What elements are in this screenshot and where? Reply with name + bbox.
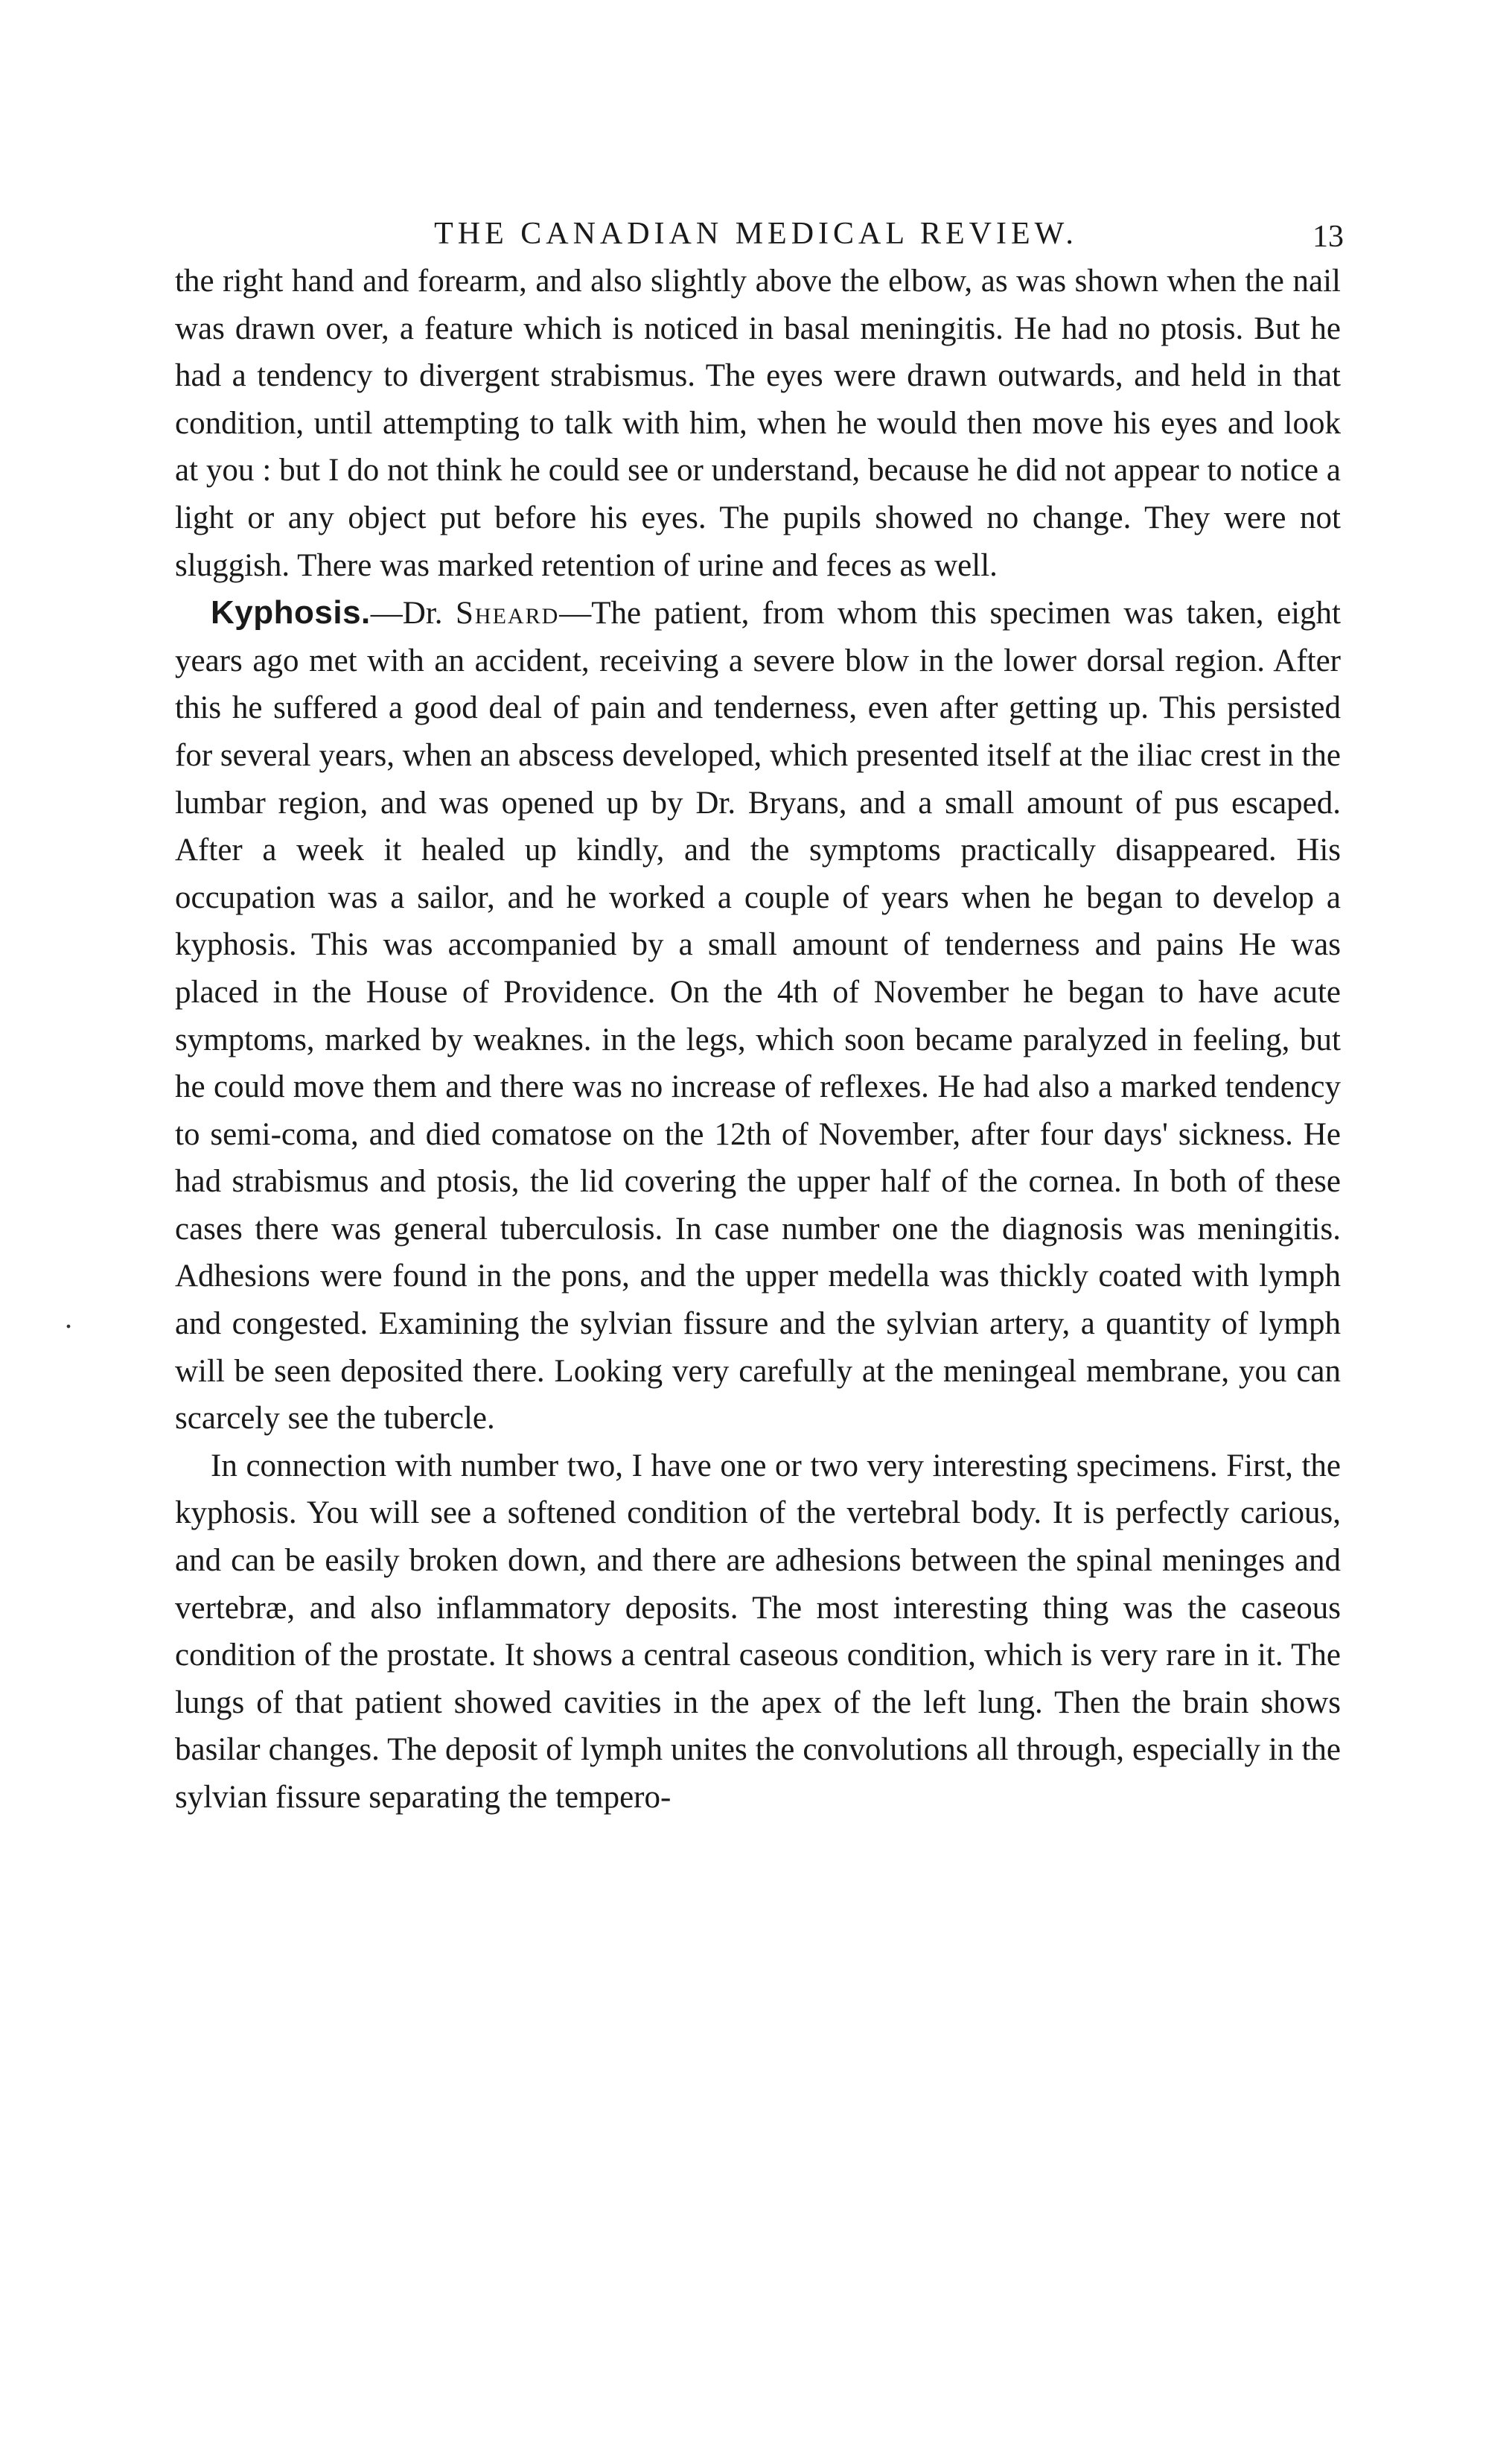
- page-number: 13: [1312, 220, 1344, 254]
- section-heading-kyphosis: Kyphosis.: [211, 594, 371, 631]
- running-title: THE CANADIAN MEDICAL REVIEW.: [434, 217, 1078, 251]
- author-name: Sheard: [456, 596, 560, 631]
- paragraph-kyphosis-text: —The patient, from whom this specimen was taken, eight years ago met with an accident, receiving a severe blow in the lower dorsal region. After this he suffered a good deal of pain and tenderness, even after getting up. This persisted for several years, when an abscess developed, which presented itself at the iliac crest in the lumbar region, and was opened up by Dr. Bryans, and a small amount of pus escaped. After a week it healed up kindly, and the symptoms practically disappeared. His occupation was a sailor, and he worked a couple of years when he began to develop a kyphosis. This was accompanied by a small amount of tenderness and pains He was placed in the House of Providence. On the 4th of November he began to have acute symptoms, marked by weaknes. in the legs, which soon became paralyzed in feeling, but he could move them and there was no increase of reflexes. He had also a marked tendency to semi-coma, and died comatose on the 12th of November, after four days' sickness. He had strabismus and ptosis, the lid covering the upper half of the cornea. In both of these cases there was general tuberculosis. In case number one the diagnosis was meningitis. Adhesions were found in the pons, and the upper medella was thickly coated with lymph and congested. Examining the sylvian fissure and the sylvian artery, a quantity of lymph will be seen deposited there. Looking very carefully at the meningeal membrane, you can scarcely see the tubercle.: [175, 596, 1341, 1436]
- paragraph-kyphosis: [175, 589, 1341, 1442]
- body-text: [175, 258, 1341, 1821]
- heading-dash: —Dr.: [370, 596, 456, 631]
- paragraph-continuation: the right hand and forearm, and also slightly above the elbow, as was shown when the nail was drawn over, a feature which is noticed in basal meningitis. He had no ptosis. But he had a tendency to divergent strabismus. The eyes were drawn outwards, and held in that condition, until attempting to talk with him, when he would then move his eyes and look at you : but I do not think he could see or understand, because he did not appear to notice a light or any object put before his eyes. The pupils showed no change. They were not sluggish. There was marked retention of urine and feces as well.: [175, 264, 1341, 583]
- paragraph-specimens: In connection with number two, I have one or two very interesting specimens. First, the kyphosis. You will see a softened condition of the vertebral body. It is perfectly carious, and can be easily broken down, and there are adhesions between the spinal meninges and vertebræ, and also inflammatory deposits. The most interesting thing was the caseous condition of the prostate. It shows a central caseous condition, which is very rare in it. The lungs of that patient showed cavities in the apex of the left lung. Then the brain shows basilar changes. The deposit of lymph unites the convolutions all through, especially in the sylvian fissure separating the tempero-: [175, 1448, 1341, 1815]
- running-head: [0, 211, 1512, 256]
- margin-mark: .: [65, 1301, 72, 1334]
